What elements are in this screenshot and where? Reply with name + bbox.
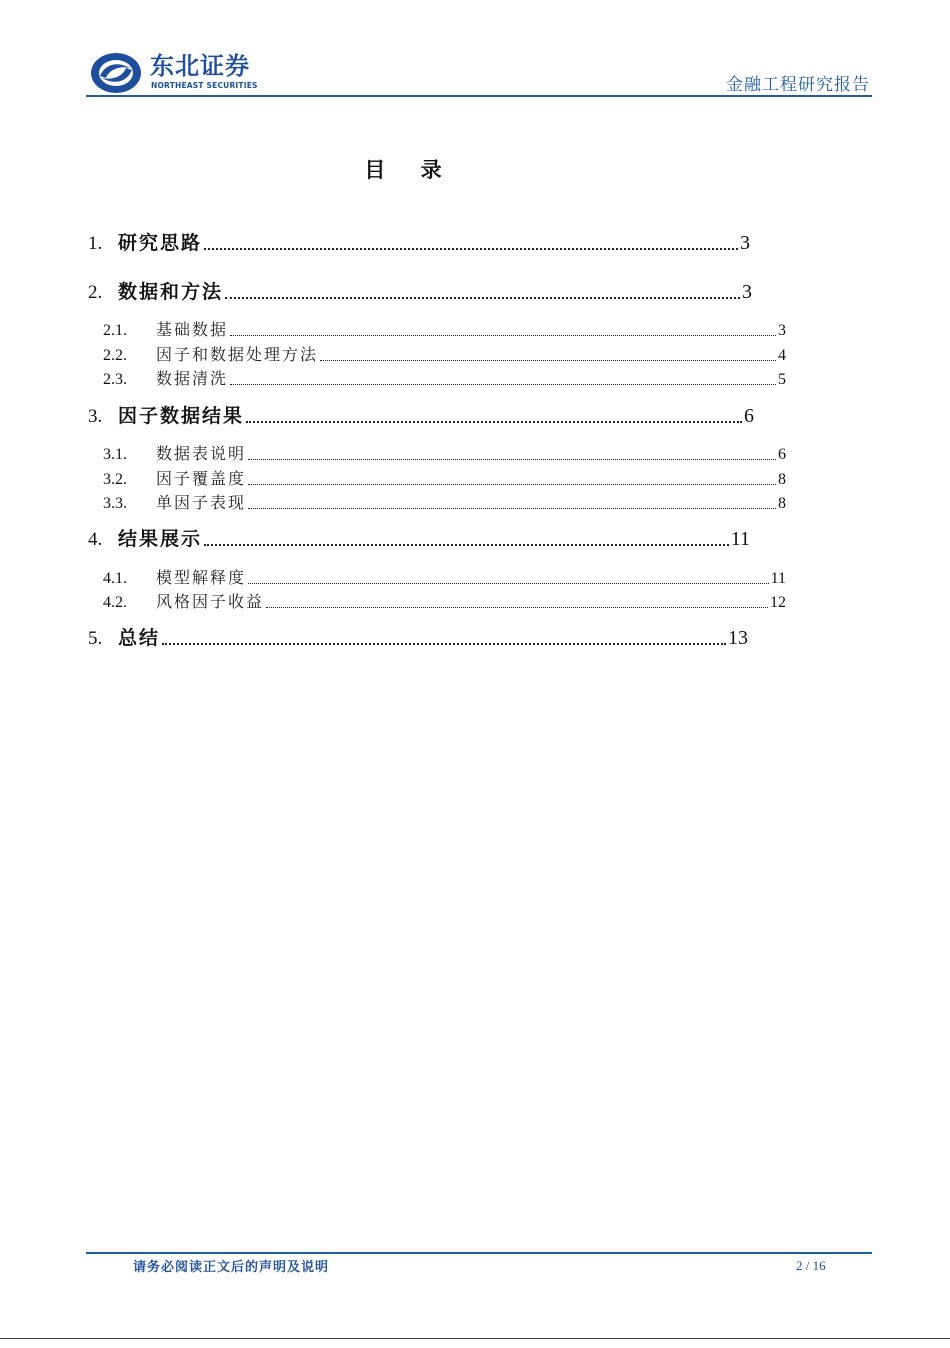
header-divider [86, 95, 872, 97]
footer-divider [86, 1252, 872, 1254]
toc-entry-page: 3 [742, 281, 752, 303]
report-type-label: 金融工程研究报告 [726, 75, 870, 95]
toc-entry-page: 5 [778, 371, 786, 388]
page-indicator: 2 / 16 [796, 1258, 826, 1273]
toc-entry-2-1[interactable] [103, 318, 786, 340]
toc-entry-page: 11 [770, 570, 786, 587]
toc-dot-leader [320, 360, 776, 361]
toc-entry-3-2[interactable] [103, 467, 786, 489]
toc-dot-leader [248, 508, 776, 509]
toc-entry-page: 6 [778, 446, 786, 463]
toc-entry-number: 4. [88, 529, 103, 550]
toc-entry-2-2[interactable] [103, 343, 786, 365]
toc-entry-3-3[interactable] [103, 491, 786, 513]
toc-dot-leader [266, 607, 768, 608]
toc-entry-label: 模型解释度 [156, 568, 247, 587]
brand-name-cn: 东北证券 [150, 52, 250, 80]
toc-entry-number: 2.3. [103, 371, 127, 388]
toc-entry-4-1[interactable] [103, 566, 786, 588]
toc-entry-3[interactable] [88, 402, 754, 428]
toc-entry-page: 12 [770, 594, 786, 611]
toc-entry-label: 因子和数据处理方法 [156, 345, 319, 364]
toc-entry-label: 基础数据 [156, 320, 229, 339]
toc-entry-label: 风格因子收益 [156, 592, 265, 611]
toc-entry-page: 3 [740, 232, 750, 254]
toc-title: 目 录 [364, 157, 456, 182]
toc-entry-number: 1. [88, 233, 103, 254]
page-bottom-edge [0, 1338, 950, 1339]
toc-entry-label: 数据和方法 [118, 281, 224, 303]
toc-dot-leader [225, 297, 740, 299]
toc-entry-page: 13 [728, 627, 748, 649]
toc-entry-page: 3 [778, 322, 786, 339]
toc-entry-5[interactable] [88, 624, 748, 650]
northeast-securities-logo-icon [90, 52, 142, 94]
toc-entry-page: 8 [778, 471, 786, 488]
toc-entry-4[interactable] [88, 525, 750, 551]
toc-dot-leader [230, 335, 776, 336]
toc-entry-3-1[interactable] [103, 442, 786, 464]
toc-entry-2-3[interactable] [103, 367, 786, 389]
toc-dot-leader [162, 643, 726, 645]
toc-entry-label: 数据表说明 [156, 444, 247, 463]
toc-entry-number: 3. [88, 406, 103, 427]
toc-entry-number: 3.1. [103, 446, 127, 463]
toc-entry-4-2[interactable] [103, 590, 786, 612]
toc-entry-page: 4 [778, 347, 786, 364]
toc-entry-1[interactable] [88, 229, 750, 255]
toc-entry-number: 3.2. [103, 471, 127, 488]
toc-entry-label: 因子覆盖度 [156, 469, 247, 488]
toc-entry-2[interactable] [88, 278, 752, 304]
toc-entry-number: 3.3. [103, 495, 127, 512]
toc-entry-page: 11 [730, 528, 750, 550]
brand-name-en: NORTHEAST SECURITIES [151, 81, 258, 90]
toc-dot-leader [204, 544, 729, 546]
toc-entry-page: 8 [778, 495, 786, 512]
toc-entry-number: 2.2. [103, 347, 127, 364]
toc-dot-leader [230, 384, 776, 385]
toc-dot-leader [248, 459, 776, 460]
toc-entry-label: 数据清洗 [156, 369, 229, 388]
toc-entry-page: 6 [744, 405, 754, 427]
toc-entry-label: 研究思路 [118, 232, 203, 254]
toc-entry-label: 因子数据结果 [118, 405, 245, 427]
toc-entry-label: 总结 [118, 627, 161, 649]
toc-dot-leader [246, 421, 742, 423]
toc-entry-number: 2.1. [103, 322, 127, 339]
toc-dot-leader [248, 484, 776, 485]
disclaimer-note: 请务必阅读正文后的声明及说明 [133, 1260, 330, 1275]
toc-dot-leader [248, 583, 769, 584]
toc-entry-label: 结果展示 [118, 528, 203, 550]
toc-entry-number: 2. [88, 282, 103, 303]
toc-entry-number: 4.2. [103, 594, 127, 611]
toc-entry-label: 单因子表现 [156, 493, 247, 512]
toc-entry-number: 4.1. [103, 570, 127, 587]
toc-entry-number: 5. [88, 628, 103, 649]
toc-dot-leader [204, 248, 738, 250]
